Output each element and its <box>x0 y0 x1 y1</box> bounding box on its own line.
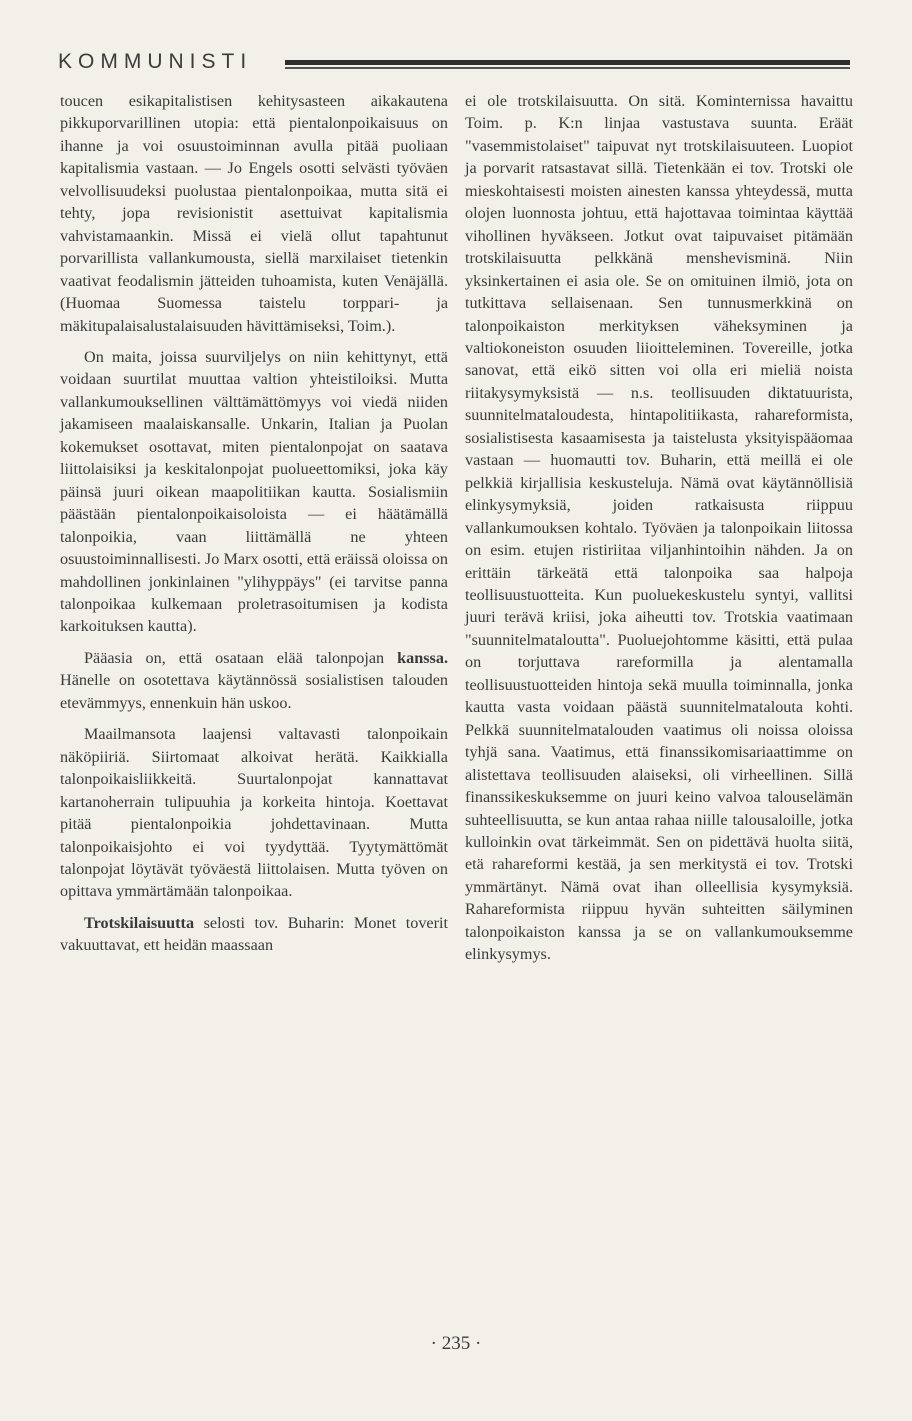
paragraph: Maailmansota laajensi valtavasti talonpoikain näköpiiriä. Siirtomaat alkoivat herätä. Kaikkialla talonpoikaisliikkeitä. Suurtalonpojat kannattavat kartanoherrain tulipuuhia ja korkeita hintoja. Koettavat pitää pientalonpoikia johdettavinaan. Mutta talonpoikaisjohto ei voi tyydyttää. Tyytymättömät talonpojat löytävät työväestä liittolaisen. Mutta työven on opittava ymmärtämään talonpoikaa. <box>60 725 448 901</box>
left-column <box>60 90 448 966</box>
running-header <box>58 40 858 80</box>
section-lead-word: Trotskilaisuutta <box>84 913 195 932</box>
journal-title: KOMMUNISTI <box>58 50 253 73</box>
paragraph: On maita, joissa suurviljelys on niin kehittynyt, että voidaan suurtilat muuttaa valtion yhteistiloiksi. Mutta vallankumouksellinen välttämättömyys voi viedä niiden jakamiseen maalaiskansalle. Unkarin, Italian ja Puolan kokemukset osottavat, miten pientalonpojat on saatava liittolaisiksi ja keskitalonpojat puolueettomiksi, joka käy päinsä juuri oikean maapolitiikan kautta. Sosialismiin päästään pientalonpoikaisoloista — ei häätämällä talonpoikia, vaan liittämällä ne yhteen osuustoiminnallisesti. Jo Marx osotti, että eräissä oloissa on mahdollinen jonkinlainen "ylihyppäys" (ei tarvitse panna talonpoikaa kulkemaan proletrasoitumisen ja kodista karkoituksen kautta). <box>60 347 448 636</box>
paragraph <box>60 647 448 714</box>
page-number: · 235 · <box>430 1333 482 1354</box>
paragraph-text: Hänelle on osotettava käytännössä sosialistisen talouden etevämmyys, ennenkuin hän uskoo. <box>60 671 448 712</box>
paragraph-text: Pääasia on, että osataan elää talonpojan <box>84 648 398 667</box>
header-rule-thick <box>285 60 850 65</box>
header-rule-thin <box>285 67 850 69</box>
paragraph-text: selosti tov. Buharin: Monet toverit vakuuttavat, ett heidän maassaan <box>60 913 448 955</box>
paragraph <box>60 912 448 957</box>
paragraph: ei ole trotskilaisuutta. On sitä. Kominternissa havaittu Toim. p. K:n linjaa vastustava suunta. Eräät "vasemmistolaiset" taipuvat nyt trotskilaisuuteen. Luopiot ja porvarit ratsastavat sillä. Tietenkään ei tov. Trotski ole mieskohtaisesti moisten ainesten kanssa yhteydessä, mutta olojen luonnosta johtuu, että hajottavaa toimintaa käyttää vihollinen hyväkseen. Jotkut ovat taipuvaiset pitämään trotskilaisuutta pelkkänä menshevisminä. Niin yksinkertainen ei asia ole. Se on omituinen ilmiö, jota on tutkittava sellaisenaan. Sen tunnusmerkkinä on talonpoikaiston merkityksen väheksyminen ja valtiokoneiston osuuden liioitteleminen. Tovereille, jotka sanovat, että eikö sitten voi olla eri mieliä noista riitakysymyksistä — n.s. teollisuuden diktatuurista, suunnitelmataloudesta, hintapolitiikasta, rahareformista, sosialistisesta kasaamisesta ja taistelusta yksityispääomaa vastaan — huomautti tov. Buharin, että meillä ei ole pelkkiä kirjallisia keskusteluja. Nämä ovat käytännöllisiä elinkysymyksiä, joiden ratkaisusta riippuu vallankumouksen kohtalo. Työväen ja talonpoikain liitossa on esim. etujen ristiriitaa viljanhintoihin nähden. Ja on erittäin tärkeätä että talonpoika saa halpoja teollisuustuotteita. Kun puoluekeskustelu syntyi, vallitsi juuri terävä kriisi, joka aiheutti tov. Trotskia vaatimaan "suunnitelmataloutta". Puoluejohtomme käsitti, että pulaa on torjuttava rareformilla ja alentamalla teollisuustuotteiden hintoja sekä muulla toiminnalla, jonka kautta vasta voidaan päästä suunnitelmatalouta kohti. Pelkkä suunnitelmatalouden vaatimus oli noissa oloissa tyhjä sana. Vaatimus, että finanssikomisariaattimme on alistettava teollisuuden alaiseksi, oli virheellinen. Sillä finanssikeskuksemme on juuri keino valvoa talouselämän suhteellisuutta, se kun antaa rahaa niille talousaloille, jotka kulloinkin ovat tärkeimmät. Sen on pidettävä huolta siitä, etä rahareformi kestää, ja sen merkitystä ei tov. Trotski ymmärtänyt. Nämä ovat ihan olleellisia kysymyksiä. Rahareformista riippuu hyvän suhteitten säilyminen talonpoikaiston kanssa ja se on vallankumouksemme elinkysymys. <box>465 92 853 964</box>
right-column <box>465 90 853 975</box>
header-rule <box>285 58 850 72</box>
emphasis-word: kanssa. <box>397 648 448 667</box>
paragraph: toucen esikapitalistisen kehitysasteen aikakautena pikkuporvarillinen utopia: että pientalonpoikaisuus on ihanne ja voi osuustoiminnan avulla pitää puoliaan kapitalismia vastaan. — Jo Engels osotti selvästi työväen velvollisuudeksi puolustaa pientalonpoikaa, mutta sitä ei tehty, jopa revisionistit asettuivat kapitalismia vahvistamaankin. Missä ei vielä ollut tapahtunut porvarillista vallankumousta, siellä marxilaiset tietenkin vaativat feodalismin jätteiden tuhoamista, kuten Venäjällä. (Huomaa Suomessa taistelu torppari- ja mäkitupalaisalustalaisuuden hävittämiseksi, Toim.). <box>60 92 448 335</box>
